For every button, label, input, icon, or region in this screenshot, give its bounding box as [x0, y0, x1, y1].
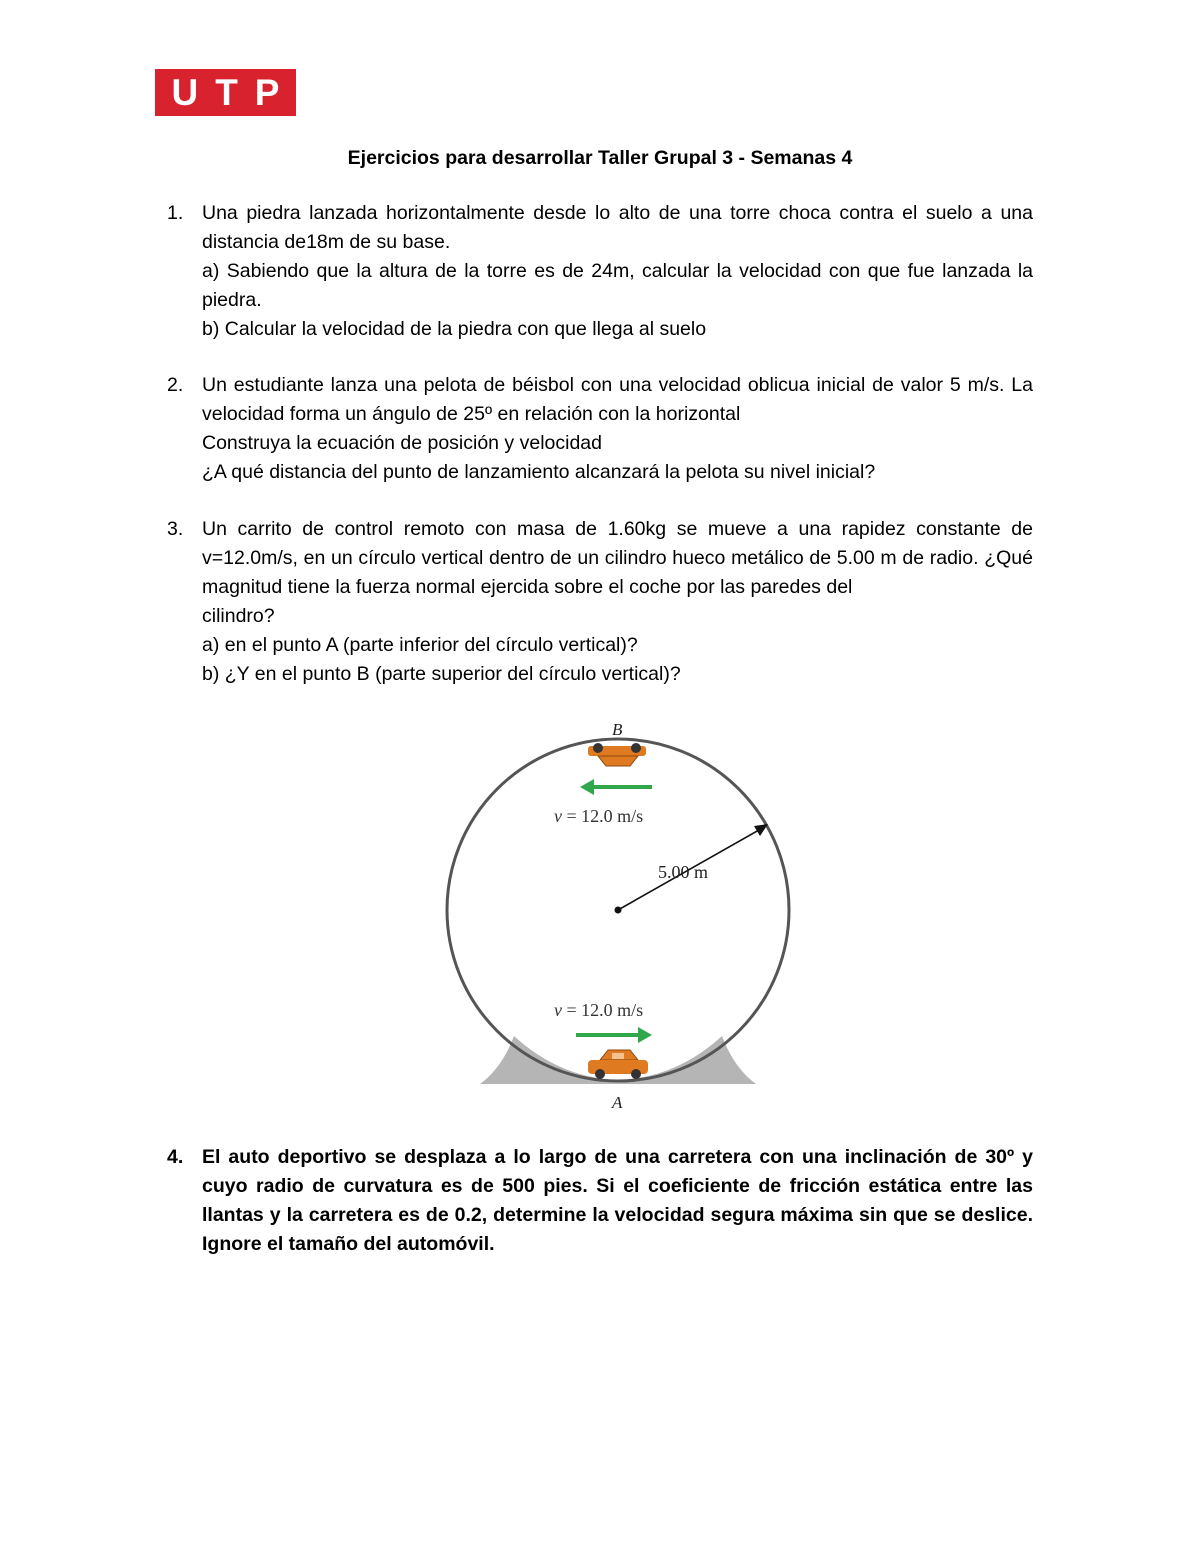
point-a-label: A — [612, 1093, 623, 1112]
logo-letter-t: T — [215, 72, 238, 113]
exercise-4 — [167, 1143, 1033, 1259]
page-title: Ejercicios para desarrollar Taller Grupal 3 - Semanas 4 — [347, 147, 853, 169]
exercise-part-b: b) ¿Y en el punto B (parte superior del círculo vertical)? — [202, 663, 681, 685]
radius-arrowhead — [754, 824, 768, 836]
exercise-number: 1. — [167, 202, 184, 224]
exercise-text: Un carrito de control remoto con masa de 1.60kg se mueve a una rapidez constante de v=12.0m/s, en un círculo vertical dentro de un cilindro hueco metálico de 5.00 m de radio. ¿Qué magnitud tiene la fuerza normal ejercida sobre el coche por las paredes del — [202, 518, 1033, 598]
exercise-number: 2. — [167, 374, 184, 396]
velocity-label-bottom: v = 12.0 m/s — [554, 1000, 644, 1020]
exercise-text: Una piedra lanzada horizontalmente desde lo alto de una torre choca contra el suelo a una distancia de18m de su base. — [202, 202, 1033, 253]
exercise-line: cilindro? — [202, 605, 275, 627]
exercise-line: Construya la ecuación de posición y velocidad — [202, 432, 602, 454]
velocity-arrowhead-top — [580, 779, 594, 795]
car-bottom — [588, 1050, 648, 1079]
point-b-label: B — [612, 720, 623, 739]
exercise-part-a: a) Sabiendo que la altura de la torre es de 24m, calcular la velocidad con que fue lanzada la piedra. — [202, 260, 1033, 311]
exercise-text: El auto deportivo se desplaza a lo largo de una carretera con una inclinación de 30º y cuyo radio de curvatura es de 500 pies. Si el coeficiente de fricción estática entre las llantas y la carretera es de 0.2, determine la velocidad segura máxima sin que se deslice. Ignore el tamaño del automóvil. — [202, 1146, 1033, 1255]
utp-logo — [155, 69, 296, 116]
velocity-label-top: v = 12.0 m/s — [554, 806, 644, 826]
car-top — [588, 743, 646, 766]
logo-letter-p: P — [254, 72, 280, 113]
exercise-text: Un estudiante lanza una pelota de béisbol con una velocidad oblicua inicial de valor 5 m/s. La velocidad forma un ángulo de 25º en relación con la horizontal — [202, 374, 1033, 425]
exercise-part-b: b) Calcular la velocidad de la piedra con que llega al suelo — [202, 318, 707, 340]
exercise-number: 4. — [167, 1146, 184, 1168]
exercise-question: ¿A qué distancia del punto de lanzamiento alcanzará la pelota su nivel inicial? — [202, 461, 876, 483]
logo-letter-u: U — [171, 72, 199, 113]
exercise-number: 3. — [167, 518, 184, 540]
vertical-loop-figure — [440, 718, 800, 1118]
exercise-3 — [167, 515, 1033, 689]
exercise-part-a: a) en el punto A (parte inferior del círculo vertical)? — [202, 634, 638, 656]
radius-label: 5.00 m — [658, 862, 709, 882]
exercise-1 — [167, 199, 1033, 344]
velocity-arrowhead-bottom — [638, 1027, 652, 1043]
exercise-2 — [167, 371, 1033, 487]
